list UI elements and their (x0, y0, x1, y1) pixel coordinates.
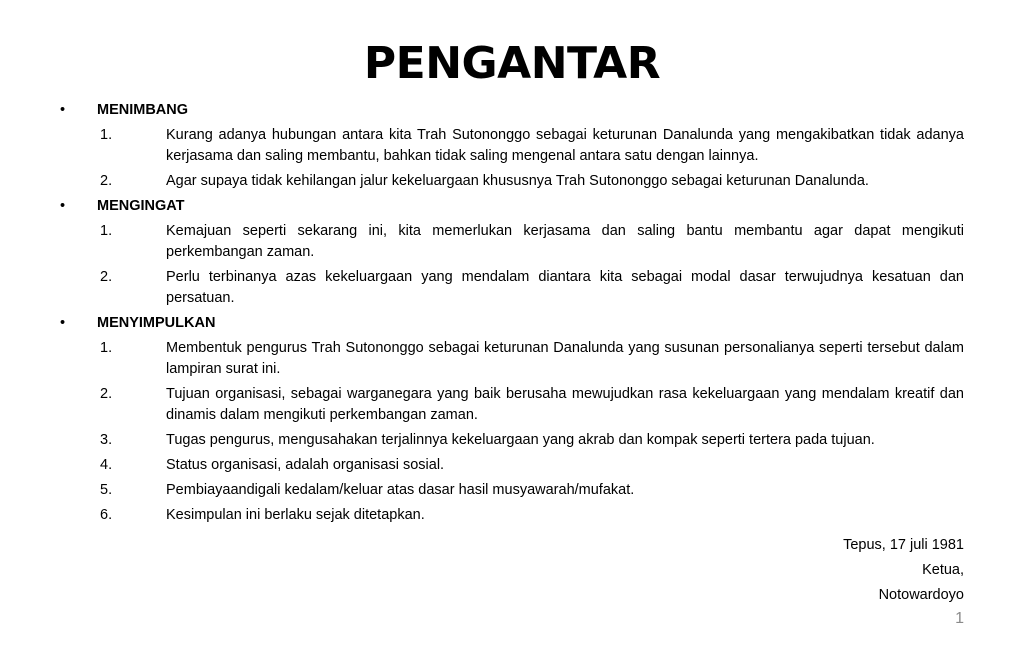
item-text: Pembiayaandigali kedalam/keluar atas dasar hasil musyawarah/mufakat. (166, 482, 635, 498)
item-number: 2. (100, 269, 113, 285)
list-item (58, 171, 964, 192)
item-number: 1. (100, 127, 113, 143)
section-label: MENIMBANG (97, 102, 189, 118)
bullet-icon: • (60, 198, 66, 214)
list-item (58, 505, 964, 526)
section-menyimpulkan (58, 313, 964, 334)
list-item (58, 125, 964, 167)
signature-name: Notowardoyo (878, 587, 964, 603)
section-label: MENGINGAT (97, 198, 185, 214)
item-number: 1. (100, 340, 113, 356)
section-label: MENYIMPULKAN (97, 315, 216, 331)
list-item (58, 384, 964, 426)
list-item (58, 338, 964, 380)
signature-role: Ketua, (922, 562, 964, 578)
list-item (58, 455, 964, 476)
item-text: Tujuan organisasi, sebagai warganegara yang baik berusaha mewujudkan rasa kekeluargaan yang mendalam kreatif dan dinamis dalam mengikuti perkembangan zaman. (166, 386, 964, 423)
list-item (58, 221, 964, 263)
item-number: 4. (100, 457, 113, 473)
item-text: Agar supaya tidak kehilangan jalur kekeluargaan khususnya Trah Sutononggo sebagai keturunan Danalunda. (166, 173, 869, 189)
page-number: 1 (955, 610, 964, 627)
item-number: 2. (100, 386, 113, 402)
item-text: Kurang adanya hubungan antara kita Trah Sutononggo sebagai keturunan Danalunda yang mengakibatkan tidak adanya kerjasama dan saling membantu, bahkan tidak saling mengenal antara satu dengan lainnya. (166, 127, 964, 164)
list-item (58, 267, 964, 309)
slide-content (58, 100, 964, 530)
item-text: Kemajuan seperti sekarang ini, kita memerlukan kerjasama dan saling bantu membantu agar dapat mengikuti perkembangan zaman. (166, 223, 964, 260)
list-item (58, 480, 964, 501)
signature-place-date: Tepus, 17 juli 1981 (843, 537, 964, 553)
bullet-icon: • (60, 315, 66, 331)
section-mengingat (58, 196, 964, 217)
item-text: Tugas pengurus, mengusahakan terjalinnya kekeluargaan yang akrab dan kompak seperti tertera pada tujuan. (166, 432, 875, 448)
bullet-icon: • (60, 102, 66, 118)
signature-block (843, 533, 964, 608)
slide-title: PENGANTAR (363, 38, 661, 89)
item-number: 5. (100, 482, 113, 498)
item-text: Status organisasi, adalah organisasi sosial. (166, 457, 445, 473)
item-number: 2. (100, 173, 113, 189)
item-text: Perlu terbinanya azas kekeluargaan yang mendalam diantara kita sebagai modal dasar terwujudnya kesatuan dan persatuan. (166, 269, 964, 306)
item-text: Membentuk pengurus Trah Sutononggo sebagai keturunan Danalunda yang susunan personalianya seperti tersebut dalam lampiran surat ini. (166, 340, 964, 377)
list-item (58, 430, 964, 451)
item-number: 1. (100, 223, 113, 239)
item-number: 3. (100, 432, 113, 448)
section-menimbang (58, 100, 964, 121)
item-number: 6. (100, 507, 113, 523)
item-text: Kesimpulan ini berlaku sejak ditetapkan. (166, 507, 425, 523)
